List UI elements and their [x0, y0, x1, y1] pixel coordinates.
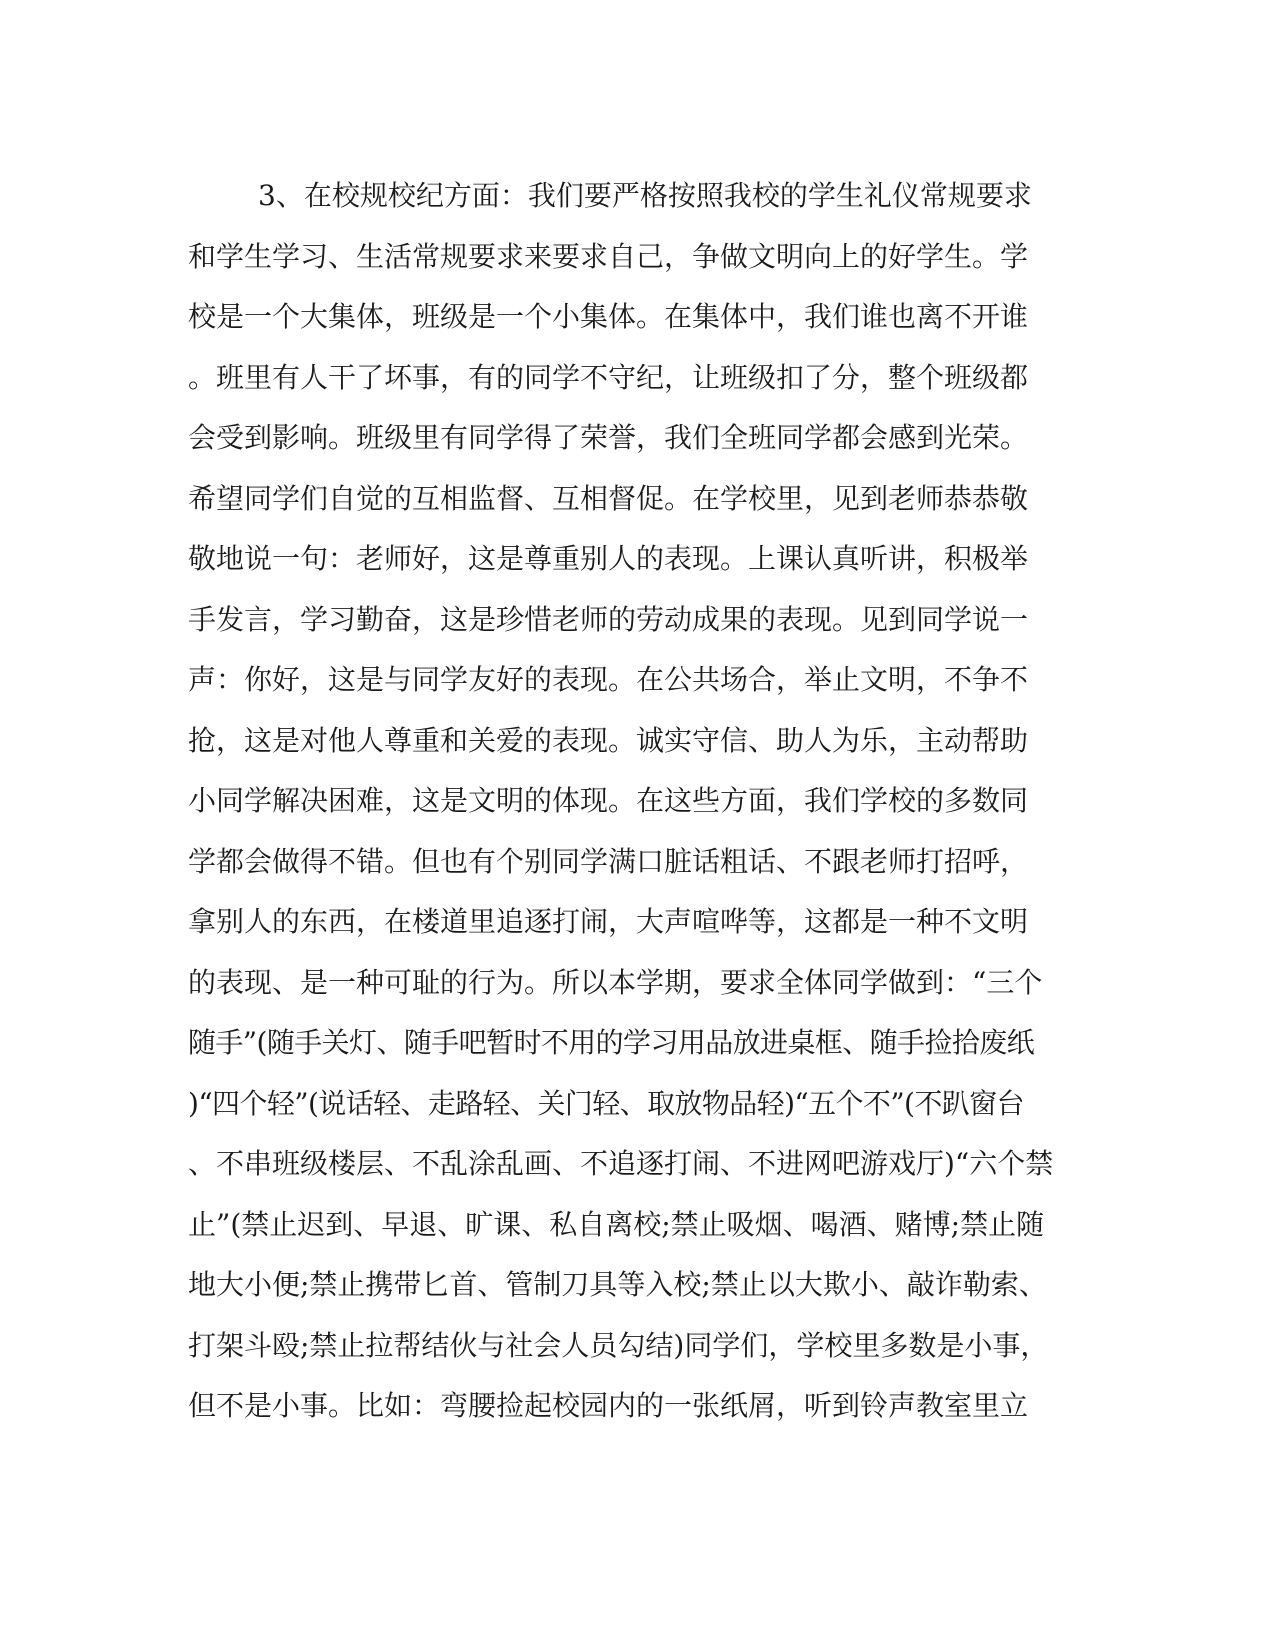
text-line-19: 地大小便;禁止携带匕首、管制刀具等入校;禁止以大欺小、敲诈勒索、	[188, 1268, 1047, 1301]
text-line-18: 止”(禁止迟到、早退、旷课、私自离校;禁止吸烟、喝酒、赌博;禁止随	[188, 1207, 1045, 1241]
text-line-6: 希望同学们自觉的互相监督、互相督促。在学校里，见到老师恭恭敬	[188, 481, 1029, 515]
text-line-2: 和学生学习、生活常规要求来要求自己，争做文明向上的好学生。学	[188, 239, 1029, 273]
text-line-12: 学都会做得不错。但也有个别同学满口脏话粗话、不跟老师打招呼，	[188, 844, 1029, 878]
text-line-15: 随手”(随手关灯、随手吧暂时不用的学习用品放进桌框、随手捡拾废纸	[188, 1026, 1035, 1059]
text-line-11: 小同学解决困难，这是文明的体现。在这些方面，我们学校的多数同	[188, 784, 1029, 817]
text-line-5: 会受到影响。班级里有同学得了荣誉，我们全班同学都会感到光荣。	[188, 421, 1029, 454]
text-line-3: 校是一个大集体，班级是一个小集体。在集体中，我们谁也离不开谁	[188, 300, 1029, 333]
text-line-9: 声：你好，这是与同学友好的表现。在公共场合，举止文明，不争不	[188, 663, 1029, 696]
text-line-10: 抢，这是对他人尊重和关爱的表现。诚实守信、助人为乐，主动帮助	[188, 723, 1029, 757]
paragraph-body	[188, 166, 1088, 1437]
text-line-21: 但不是小事。比如：弯腰捡起校园内的一张纸屑，听到铃声教室里立	[188, 1389, 1029, 1422]
text-line-8: 手发言，学习勤奋，这是珍惜老师的劳动成果的表现。见到同学说一	[188, 602, 1029, 636]
text-line-16: )“四个轻”(说话轻、走路轻、关门轻、取放物品轻)“五个不”(不趴窗台	[188, 1086, 1024, 1120]
text-line-17: 、不串班级楼层、不乱涂乱画、不追逐打闹、不进网吧游戏厅)“六个禁	[188, 1147, 1054, 1180]
text-line-7: 敬地说一句：老师好，这是尊重别人的表现。上课认真听讲，积极举	[188, 542, 1029, 575]
text-line-4: 。班里有人干了坏事，有的同学不守纪，让班级扣了分，整个班级都	[188, 360, 1029, 394]
text-line-20: 打架斗殴;禁止拉帮结伙与社会人员勾结)同学们，学校里多数是小事，	[188, 1328, 1049, 1362]
text-line-1: 3、在校规校纪方面：我们要严格按照我校的学生礼仪常规要求	[258, 179, 1032, 212]
text-line-13: 拿别人的东西，在楼道里追逐打闹，大声喧哗等，这都是一种不文明	[188, 905, 1029, 938]
text-line-14: 的表现、是一种可耻的行为。所以本学期，要求全体同学做到：“三个	[188, 965, 1043, 999]
